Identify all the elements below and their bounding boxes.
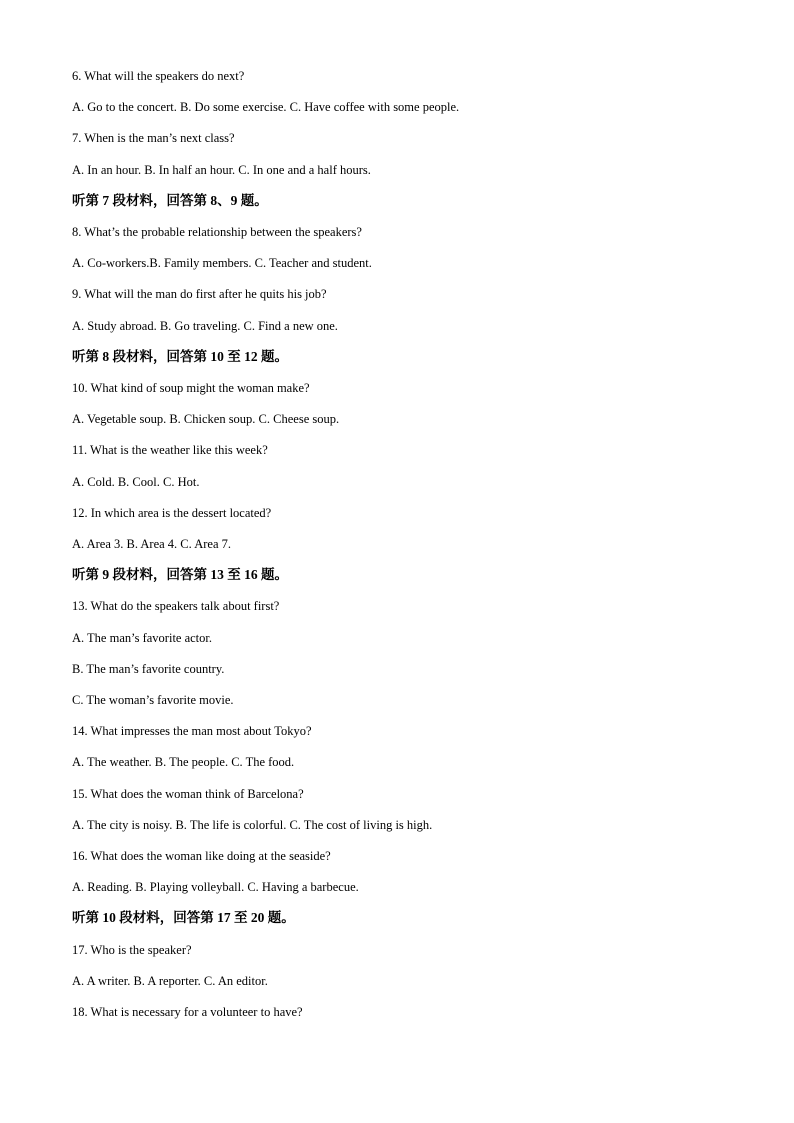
answer-options: A. Go to the concert. B. Do some exercise. C. Have coffee with some people. [72, 100, 460, 115]
answer-options: C. The woman’s favorite movie. [72, 693, 234, 707]
question-text: 8. What’s the probable relationship between the speakers? [72, 225, 362, 239]
section-heading: 听第 8 段材料，回答第 10 至 12 题。 [72, 348, 288, 364]
question-text: 17. Who is the speaker? [72, 942, 192, 957]
answer-options: A. Vegetable soup. B. Chicken soup. C. Cheese soup. [72, 412, 340, 427]
question-text: 18. What is necessary for a volunteer to have? [72, 1005, 303, 1019]
answer-options: A. A writer. B. A reporter. C. An editor. [72, 973, 268, 988]
answer-options: A. Co-workers.B. Family members. C. Teacher and student. [72, 256, 372, 271]
section-heading: 听第 7 段材料，回答第 8、9 题。 [72, 192, 268, 208]
section-heading: 听第 10 段材料，回答第 17 至 20 题。 [72, 910, 295, 926]
answer-options: A. The weather. B. The people. C. The food. [72, 755, 295, 770]
section-heading: 听第 9 段材料，回答第 13 至 16 题。 [72, 567, 288, 583]
question-text: 12. In which area is the dessert located? [72, 505, 272, 520]
answer-options: A. In an hour. B. In half an hour. C. In one and a half hours. [72, 162, 371, 177]
question-text: 10. What kind of soup might the woman make? [72, 381, 310, 395]
question-text: 11. What is the weather like this week? [72, 443, 268, 458]
question-text: 6. What will the speakers do next? [72, 69, 245, 83]
answer-options: A. The man’s favorite actor. [72, 630, 213, 645]
question-text: 13. What do the speakers talk about first? [72, 599, 280, 614]
answer-options: A. Reading. B. Playing volleyball. C. Having a barbecue. [72, 880, 359, 895]
question-text: 15. What does the woman think of Barcelona? [72, 786, 304, 801]
answer-options: A. Study abroad. B. Go traveling. C. Find a new one. [72, 318, 338, 333]
question-text: 14. What impresses the man most about Tokyo? [72, 724, 312, 739]
answer-options: A. Cold. B. Cool. C. Hot. [72, 474, 200, 489]
answer-options: B. The man’s favorite country. [72, 661, 225, 676]
question-text: 16. What does the woman like doing at the seaside? [72, 849, 331, 863]
question-text: 9. What will the man do first after he quits his job? [72, 287, 327, 302]
question-text: 7. When is the man’s next class? [72, 131, 235, 146]
answer-options: A. Area 3. B. Area 4. C. Area 7. [72, 537, 231, 551]
answer-options: A. The city is noisy. B. The life is colorful. C. The cost of living is high. [72, 817, 433, 832]
